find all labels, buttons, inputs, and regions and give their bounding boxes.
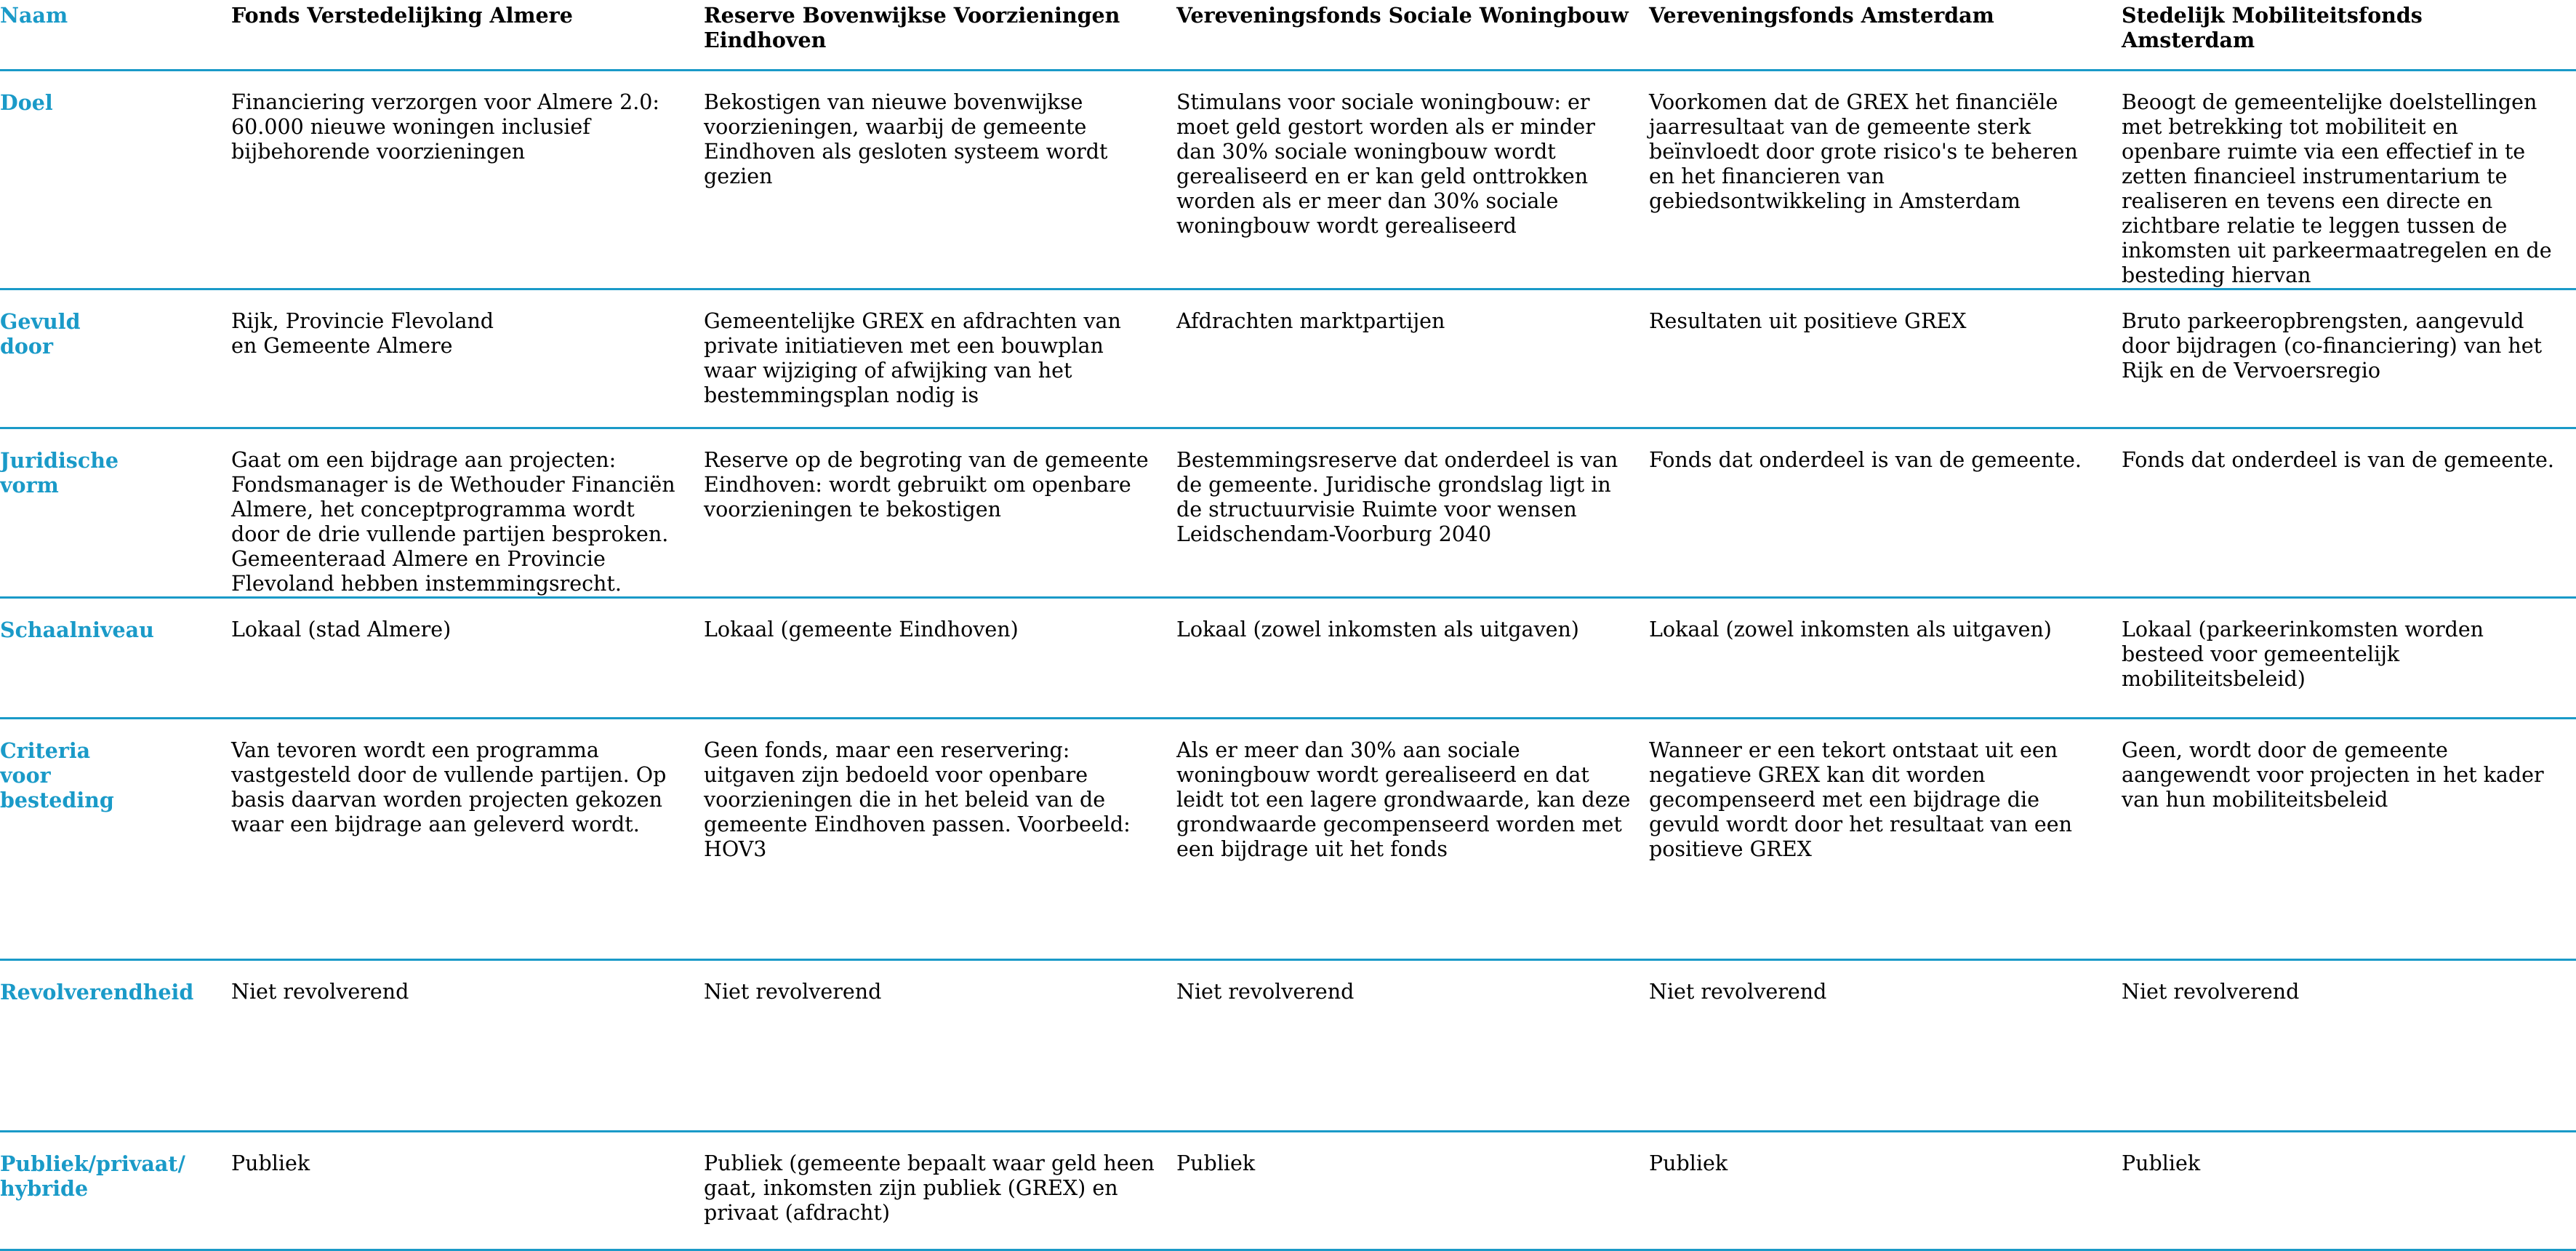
cell-text: Rijk, Provincie Flevoland en Gemeente Almere xyxy=(231,308,494,358)
table-row xyxy=(0,959,2576,1131)
cell-text: Beoogt de gemeentelijke doelstellingen met betrekking tot mobiliteit en openbare ruimte via een effectief in te zetten financieel instrumentarium te realiseren en tevens een directe en zichtbare relatie te leggen tussen de inkomsten uit parkeermaatregelen en de besteding hiervan xyxy=(2122,89,2552,287)
cell-text: Publiek xyxy=(2122,1151,2201,1175)
cell-text: Fonds dat onderdeel is van de gemeente. xyxy=(2122,447,2554,472)
table-cell xyxy=(1176,428,1649,597)
header-fund-cell xyxy=(704,0,1176,70)
table-cell xyxy=(704,718,1176,959)
cell-text: Wanneer er een tekort ontstaat uit een negatieve GREX kan dit worden gecompenseerd met een bijdrage die gevuld wordt door het resultaat van een positieve GREX xyxy=(1649,738,2073,861)
cell-text: Publiek (gemeente bepaalt waar geld heen gaat, inkomsten zijn publiek (GREX) en privaat (afdracht) xyxy=(704,1151,1155,1225)
cell-text: Afdrachten marktpartijen xyxy=(1176,308,1445,333)
cell-text: Bruto parkeeropbrengsten, aangevuld door bijdragen (co-financiering) van het Rijk en de Vervoersregio xyxy=(2122,308,2543,383)
cell-text: Fonds dat onderdeel is van de gemeente. xyxy=(1649,447,2082,472)
cell-text: Publiek xyxy=(1176,1151,1256,1175)
cell-text: Lokaal (zowel inkomsten als uitgaven) xyxy=(1649,617,2052,642)
table-cell xyxy=(231,428,704,597)
cell-text: Lokaal (parkeerinkomsten worden besteed voor gemeentelijk mobiliteitsbeleid) xyxy=(2122,617,2484,691)
table-cell xyxy=(2122,718,2576,959)
row-label-gevuld-door: Gevuld door xyxy=(0,308,81,359)
cell-text: Reserve op de begroting van de gemeente Eindhoven: wordt gebruikt om openbare voorzieningen te bekostigen xyxy=(704,447,1149,521)
table-cell xyxy=(1649,597,2122,718)
cell-text: Geen, wordt door de gemeente aangewendt voor projecten in het kader van hun mobiliteitsbeleid xyxy=(2122,738,2544,812)
cell-text: Als er meer dan 30% aan sociale woningbouw wordt gerealiseerd en dat leidt tot een lagere grondwaarde, kan deze grondwaarde gecompenseerd worden met een bijdrage uit het fonds xyxy=(1176,738,1631,861)
table-cell xyxy=(231,597,704,718)
table-cell xyxy=(1176,959,1649,1131)
header-fund-mobiliteit: Stedelijk Mobiliteitsfonds Amsterdam xyxy=(2122,3,2423,52)
table-row xyxy=(0,289,2576,428)
header-fund-cell xyxy=(2122,0,2576,70)
cell-text: Bekostigen van nieuwe bovenwijkse voorzieningen, waarbij de gemeente Eindhoven als gesloten systeem wordt gezien xyxy=(704,89,1108,188)
table-cell xyxy=(704,70,1176,289)
header-fund-cell xyxy=(231,0,704,70)
table-cell xyxy=(1649,1131,2122,1250)
table-cell xyxy=(1649,959,2122,1131)
cell-text: Van tevoren wordt een programma vastgesteld door de vullende partijen. Op basis daarvan worden projecten gekozen waar een bijdrage aan geleverd wordt. xyxy=(231,738,667,836)
cell-text: Resultaten uit positieve GREX xyxy=(1649,308,1967,333)
table-cell xyxy=(1176,70,1649,289)
cell-text: Niet revolverend xyxy=(1176,979,1355,1004)
table-cell xyxy=(231,70,704,289)
table-cell xyxy=(2122,70,2576,289)
cell-text: Niet revolverend xyxy=(2122,979,2300,1004)
cell-text: Stimulans voor sociale woningbouw: er moet geld gestort worden als er minder dan 30% sociale woningbouw wordt gerealiseerd en er kan geld onttrokken worden als er meer dan 30% sociale woningbouw wordt gerealiseerd xyxy=(1176,89,1595,238)
row-label-cell xyxy=(0,597,231,718)
table-cell xyxy=(2122,289,2576,428)
table-cell xyxy=(1176,718,1649,959)
table-cell xyxy=(1649,428,2122,597)
table-cell xyxy=(704,959,1176,1131)
cell-text: Bestemmingsreserve dat onderdeel is van de gemeente. Juridische grondslag ligt in de structuurvisie Ruimte voor wensen Leidschendam-Voorburg 2040 xyxy=(1176,447,1618,546)
table-cell xyxy=(2122,597,2576,718)
table-cell xyxy=(1649,70,2122,289)
row-label-doel: Doel xyxy=(0,89,53,115)
cell-text: Financiering verzorgen voor Almere 2.0: 60.000 nieuwe woningen inclusief bijbehorende voorzieningen xyxy=(231,89,660,164)
cell-text: Geen fonds, maar een reservering: uitgaven zijn bedoeld voor openbare voorzieningen die in het beleid van de gemeente Eindhoven passen. Voorbeeld: HOV3 xyxy=(704,738,1131,861)
row-label-cell xyxy=(0,70,231,289)
header-row xyxy=(0,0,2576,70)
cell-text: Voorkomen dat de GREX het financiële jaarresultaat van de gemeente sterk beïnvloedt door grote risico's te beheren en het financieren van gebiedsontwikkeling in Amsterdam xyxy=(1649,89,2078,213)
table-row xyxy=(0,428,2576,597)
header-fund-cell xyxy=(1176,0,1649,70)
row-label-revolverendheid: Revolverendheid xyxy=(0,979,194,1004)
row-label-cell xyxy=(0,718,231,959)
table-row xyxy=(0,718,2576,959)
table-cell xyxy=(704,428,1176,597)
header-label-cell xyxy=(0,0,231,70)
cell-text: Gemeentelijke GREX en afdrachten van private initiatieven met een bouwplan waar wijziging of afwijking van het bestemmingsplan nodig is xyxy=(704,308,1121,407)
table-row xyxy=(0,597,2576,718)
table-cell xyxy=(704,1131,1176,1250)
header-fund-cell xyxy=(1649,0,2122,70)
table-cell xyxy=(704,289,1176,428)
table-cell xyxy=(704,597,1176,718)
table-row xyxy=(0,70,2576,289)
cell-text: Publiek xyxy=(231,1151,310,1175)
cell-text: Lokaal (zowel inkomsten als uitgaven) xyxy=(1176,617,1579,642)
table-row xyxy=(0,1131,2576,1250)
row-label-cell xyxy=(0,428,231,597)
cell-text: Niet revolverend xyxy=(704,979,882,1004)
row-label-publiek-privaat-hybride: Publiek/privaat/ hybride xyxy=(0,1151,185,1201)
table-cell xyxy=(2122,428,2576,597)
table-cell xyxy=(1649,289,2122,428)
table-cell xyxy=(2122,1131,2576,1250)
row-label-juridische-vorm: Juridische vorm xyxy=(0,447,119,497)
row-label-cell xyxy=(0,959,231,1131)
header-fund-eindhoven: Reserve Bovenwijkse Voorzieningen Eindhoven xyxy=(704,3,1120,52)
table-cell xyxy=(1649,718,2122,959)
row-label-criteria-voor-besteding: Criteria voor besteding xyxy=(0,738,114,812)
cell-text: Lokaal (stad Almere) xyxy=(231,617,452,642)
header-label: Naam xyxy=(0,3,68,28)
table-cell xyxy=(2122,959,2576,1131)
header-fund-sociale-woningbouw: Vereveningsfonds Sociale Woningbouw xyxy=(1176,3,1629,28)
row-label-schaalniveau: Schaalniveau xyxy=(0,617,154,642)
cell-text: Lokaal (gemeente Eindhoven) xyxy=(704,617,1019,642)
table-cell xyxy=(1176,1131,1649,1250)
cell-text: Niet revolverend xyxy=(1649,979,1827,1004)
header-fund-almere: Fonds Verstedelijking Almere xyxy=(231,3,573,28)
table-cell xyxy=(231,1131,704,1250)
table-cell xyxy=(231,289,704,428)
row-label-cell xyxy=(0,289,231,428)
cell-text: Publiek xyxy=(1649,1151,1728,1175)
cell-text: Niet revolverend xyxy=(231,979,409,1004)
row-label-cell xyxy=(0,1131,231,1250)
table-cell xyxy=(1176,597,1649,718)
table-cell xyxy=(1176,289,1649,428)
cell-text: Gaat om een bijdrage aan projecten: Fondsmanager is de Wethouder Financiën Almere, het conceptprogramma wordt door de drie vullende partijen besproken. Gemeenteraad Almere en Provincie Flevoland hebben instemmingsrecht. xyxy=(231,447,675,596)
table-cell xyxy=(231,718,704,959)
table-cell xyxy=(231,959,704,1131)
header-fund-amsterdam: Vereveningsfonds Amsterdam xyxy=(1649,3,1994,28)
